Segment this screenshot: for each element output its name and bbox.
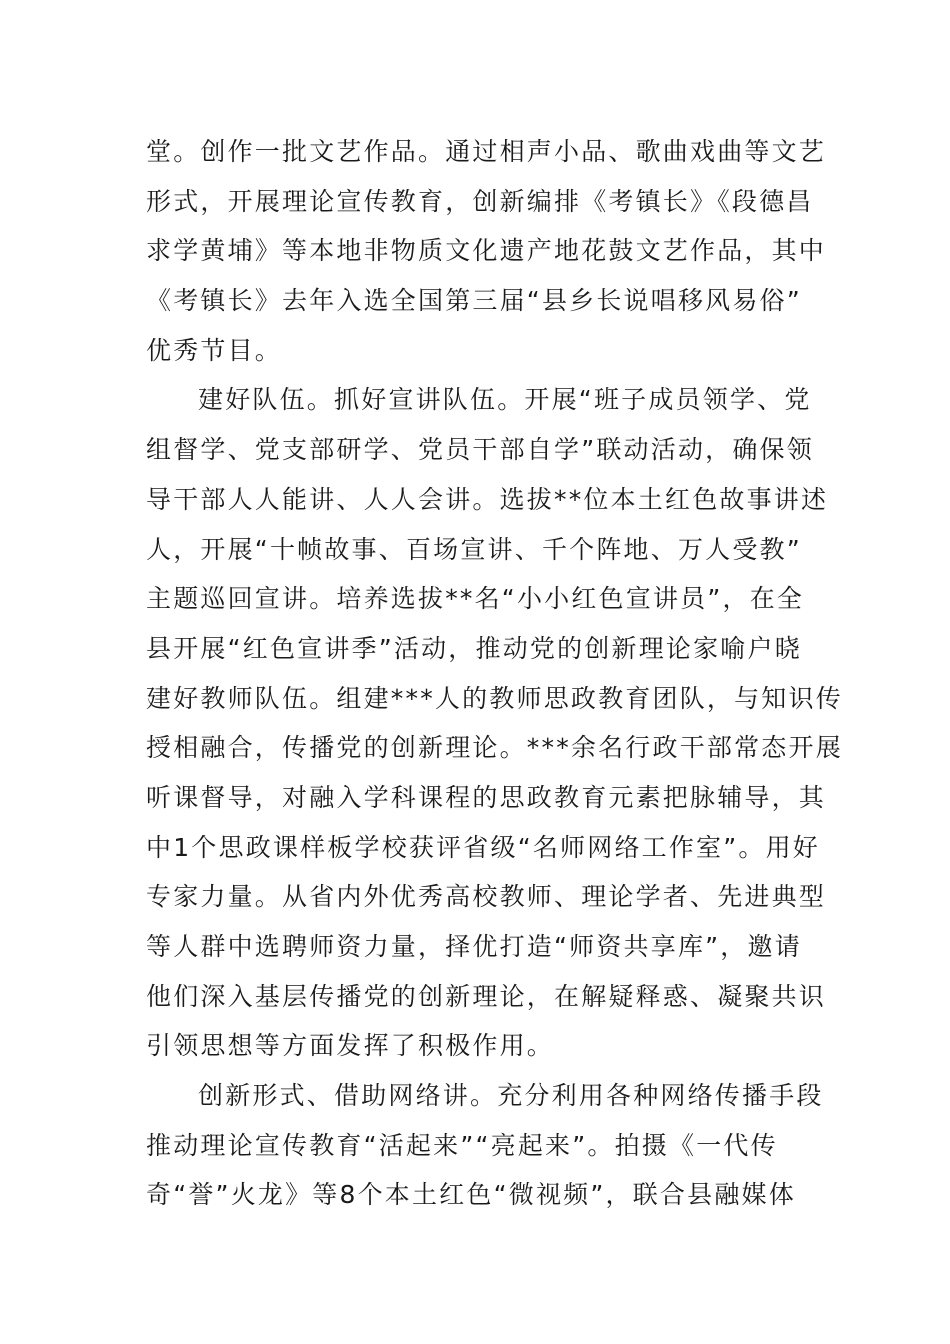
text-line: 推动理论宣传教育“活起来”“亮起来”。拍摄《一代传 [146, 1130, 778, 1160]
paragraph-start-line: 建好队伍。抓好宣讲队伍。开展“班子成员领学、党 [198, 385, 812, 415]
text-line: 导干部人人能讲、人人会讲。选拔**位本土红色故事讲述 [146, 484, 829, 514]
text-line: 等人群中选聘师资力量，择优打造“师资共享库”，邀请 [146, 932, 802, 961]
text-line: 授相融合，传播党的创新理论。***余名行政干部常态开展 [146, 733, 843, 763]
text-line: 建好教师队伍。组建***人的教师思政教育团队，与知识传 [146, 683, 843, 713]
text-line: 听课督导，对融入学科课程的思政教育元素把脉辅导，其 [146, 782, 827, 812]
text-line: 中1个思政课样板学校获评省级“名师网络工作室”。用好 [146, 832, 821, 862]
text-line: 人，开展“十帧故事、百场宣讲、千个阵地、万人受教” [146, 534, 802, 564]
text-line: 形式，开展理论宣传教育，创新编排《考镇长》《段德昌 [146, 186, 814, 216]
paragraph-start-line: 创新形式、借助网络讲。充分利用各种网络传播手段 [198, 1081, 824, 1111]
text-line: 他们深入基层传播党的创新理论，在解疑释惑、凝聚共识 [146, 981, 827, 1011]
text-line: 《考镇长》去年入选全国第三届“县乡长说唱移风易俗” [146, 286, 802, 316]
body-text [146, 127, 843, 1220]
text-line: 组督学、党支部研学、党员干部自学”联动活动，确保领 [146, 435, 814, 465]
text-line: 优秀节目。 [146, 335, 283, 365]
text-line: 主题巡回宣讲。培养选拔**名“小小红色宣讲员”，在全 [146, 584, 805, 614]
text-line: 引领思想等方面发挥了积极作用。 [146, 1031, 555, 1061]
text-line: 专家力量。从省内外优秀高校教师、理论学者、先进典型 [146, 882, 827, 912]
text-line: 奇“誉”火龙》等8个本土红色“微视频”，联合县融媒体 [146, 1180, 796, 1210]
text-line: 堂。创作一批文艺作品。通过相声小品、歌曲戏曲等文艺 [146, 137, 827, 166]
text-line: 县开展“红色宣讲季”活动，推动党的创新理论家喻户晓 [146, 633, 802, 663]
text-line: 求学黄埔》等本地非物质文化遗产地花鼓文艺作品，其中 [146, 236, 827, 266]
